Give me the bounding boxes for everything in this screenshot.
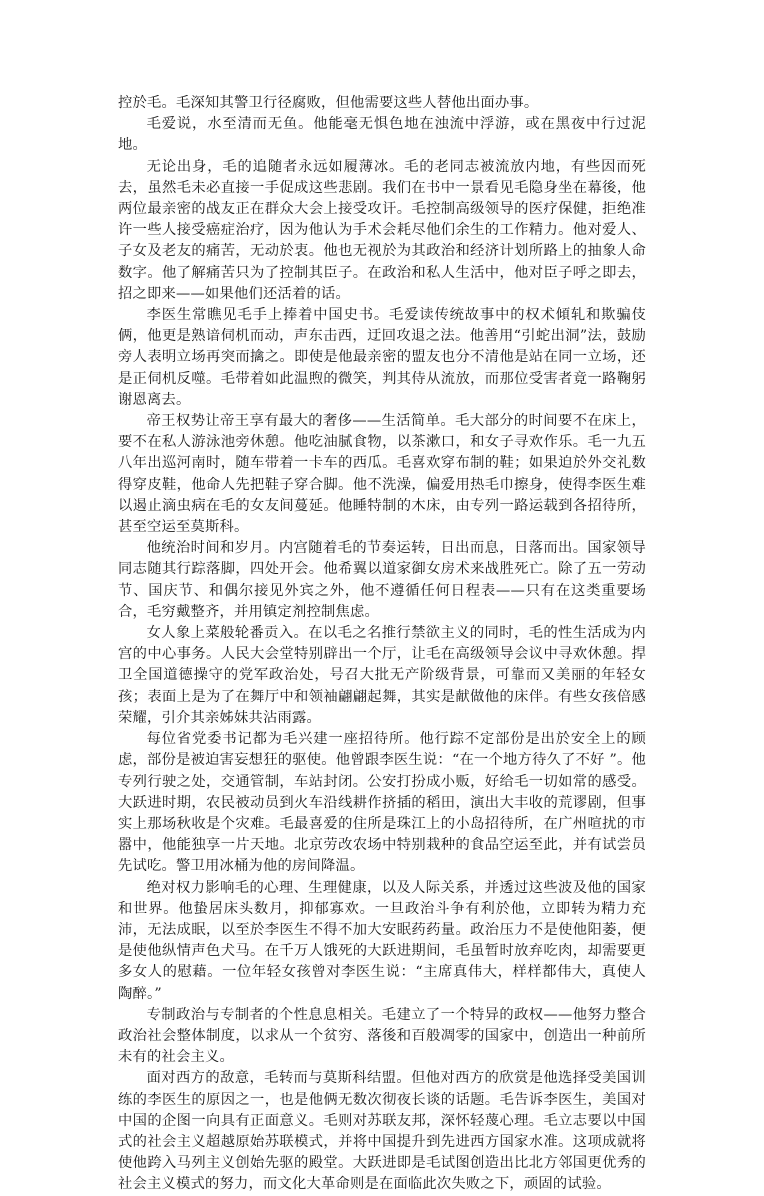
- paragraph-1: 控於毛。毛深知其警卫行径腐败，但他需要这些人替他出面办事。: [118, 95, 539, 111]
- paragraph-3: 无论出身，毛的追随者永远如履薄冰。毛的老同志被流放内地，有些因而死去，虽然毛未必直接一手促成这些悲剧。我们在书中一景看见毛隐身坐在幕後，他两位最亲密的战友正在群众大会上接受攻讦。毛控制高级领导的医疗保健，拒绝准许一些人接受癌症治疗，因为他认为手术会耗尽他们余生的工作精力。他对爱人、子女及老友的痛苦，无动於衷。他也无视於为其政治和经济计划所路上的抽象人命数字。他了解痛苦只为了控制其臣子。在政治和私人生活中，他对臣子呼之即去，招之即来——如果他们还活着的话。: [118, 158, 646, 302]
- paragraph-7: 女人象上菜般轮番贡入。在以毛之名推行禁欲主义的同时，毛的性生活成为内宫的中心事务。人民大会堂特别辟出一个厅，让毛在高级领导会议中寻欢休憩。捍卫全国道德操守的党军政治处，号召大批无产阶级背景，可靠而又美丽的年轻女孩；表面上是为了在舞厅中和领袖翩翩起舞，其实是献做他的床伴。有些女孩倍感荣耀，引介其亲姊妹共沾雨露。: [118, 625, 646, 726]
- paragraph-10: 专制政治与专制者的个性息息相关。毛建立了一个特异的政权——他努力整合政治社会整体制度，以求从一个贫穷、落後和百般凋零的国家中，创造出一种前所未有的社会主义。: [118, 1006, 646, 1066]
- paragraph-9: 绝对权力影响毛的心理、生理健康，以及人际关系，并透过这些波及他的国家和世界。他蛰居床头数月，抑郁寡欢。一旦政治斗争有利於他，立即转为精力充沛，无法成眠，以至於李医生不得不加大安眠药药量。政治压力不是使他阳萎，便是使他纵情声色犬马。在千万人饿死的大跃进期间，毛虽暂时放弃吃肉，却需要更多女人的慰藉。一位年轻女孩曾对李医生说：“主席真伟大，样样都伟大，真使人陶醉。”: [118, 879, 646, 1002]
- paragraph-2: 毛爱说，水至清而无鱼。他能毫无惧色地在浊流中浮游，或在黑夜中行过泥地。: [118, 116, 646, 154]
- paragraph-5: 帝王权势让帝王享有最大的奢侈——生活简单。毛大部分的时间要不在床上，要不在私人游泳池旁休憩。他吃油腻食物，以茶漱口，和女子寻欢作乐。毛一九五八年出巡河南时，随车带着一卡车的西瓜。毛喜欢穿布制的鞋；如果迫於外交礼数得穿皮鞋，他命人先把鞋子穿合脚。他不洗澡，偏爱用热毛巾擦身，使得李医生难以遏止滴虫病在毛的女友间蔓延。他睡特制的木床，由专列一路运载到各招待所，甚至空运至莫斯科。: [118, 413, 646, 536]
- document-body: [118, 93, 646, 1196]
- paragraph-11: 面对西方的敌意，毛转而与莫斯科结盟。但他对西方的欣赏是他选择受美国训练的李医生的原因之一，也是他俩无数次彻夜长谈的话题。毛告诉李医生，美国对中国的企图一向具有正面意义。毛则对苏联友邦，深怀轻蔑心理。毛立志要以中国式的社会主义超越原始苏联模式，并将中国提升到先进西方国家水准。这项成就将使他跨入马列主义创始先驱的殿堂。大跃进即是毛试图创造出比北方邻国更优秀的社会主义模式的努力，而文化大革命则是在面临此次失败之下，顽固的试验。: [118, 1070, 646, 1193]
- paragraph-4: 李医生常瞧见毛手上捧着中国史书。毛爱读传统故事中的权术傾轧和欺骗伎俩，他更是熟谙伺机而动，声东击西，迂回攻退之法。他善用“引蛇出洞”法，鼓励旁人表明立场再突而擒之。即使是他最亲密的盟友也分不清他是站在同一立场，还是正伺机反噬。毛带着如此温煦的微笑，判其侍从流放，而那位受害者竟一路鞠躬谢恩离去。: [118, 307, 646, 408]
- paragraph-6: 他统治时间和岁月。内宫随着毛的节奏运转，日出而息，日落而出。国家领导同志随其行踪落脚，四处开会。他希翼以道家御女房术来战胜死亡。除了五一劳动节、国庆节、和偶尔接见外宾之外，他不遵循任何日程表——只有在这类重要场合，毛穷戴整齐，并用镇定剂控制焦虑。: [118, 540, 646, 620]
- paragraph-8: 每位省党委书记都为毛兴建一座招待所。他行踪不定部份是出於安全上的顾虑，部份是被迫害妄想狂的驱使。他曾跟李医生说：“在一个地方待久了不好 ”。他专列行驶之处，交通管制，车站封闭。公安打扮成小贩，好给毛一切如常的感受。大跃进时期，农民被动员到火车沿线耕作挤插的稻田，演出大丰收的荒谬剧，但事实上那场秋收是个灾难。毛最喜爱的住所是珠江上的小岛招待所，在广州喧扰的市嚣中，他能独享一片天地。北京劳改农场中特别栽种的食品空运至此，并有试尝员先试吃。警卫用冰桶为他的房间降温。: [118, 731, 646, 875]
